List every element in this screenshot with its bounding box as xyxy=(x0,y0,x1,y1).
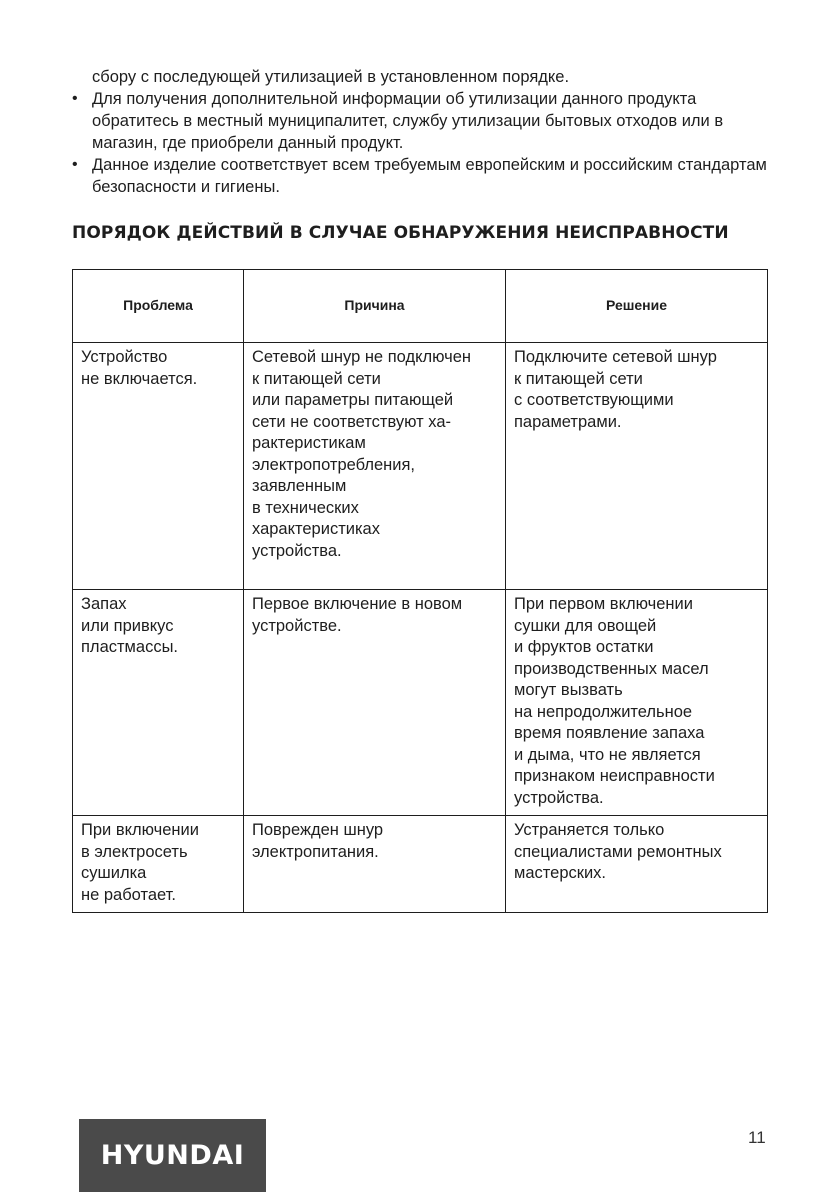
solution-cell xyxy=(506,343,768,590)
solution-cell xyxy=(506,590,768,816)
solution-text: Устраняется только специалистами ремонтных мастерских. xyxy=(514,821,722,882)
problem-text: Устройство не включается. xyxy=(81,348,198,388)
problem-cell xyxy=(73,816,244,913)
bullet-item: • Данное изделие соответствует всем требуемым европейским и российским стандартам безопасности и гигиены. xyxy=(72,154,772,198)
solution-cell xyxy=(506,816,768,913)
cause-text: Поврежден шнур электропитания. xyxy=(252,821,384,861)
solution-text: Подключите сетевой шнур к питающей сети с соответствующими параметрами. xyxy=(514,348,717,431)
cause-cell xyxy=(244,590,506,816)
problem-text: Запах или привкус пластмассы. xyxy=(81,595,179,656)
problem-cell xyxy=(73,590,244,816)
solution-text: При первом включении сушки для овощей и фруктов остатки производственных масел могут вызвать на непродолжительное время появление запаха и дыма, что не является признаком неисправности устройства. xyxy=(514,595,715,807)
section-title: ПОРЯДОК ДЕЙСТВИЙ В СЛУЧАЕ ОБНАРУЖЕНИЯ НЕИСПРАВНОСТИ xyxy=(72,223,729,243)
page-number: 11 xyxy=(748,1128,766,1147)
column-header-problem: Проблема xyxy=(73,270,244,343)
cause-cell xyxy=(244,343,506,590)
problem-text: При включении в электросеть сушилка не работает. xyxy=(81,821,199,904)
table-header-row xyxy=(73,270,768,343)
column-header-solution: Решение xyxy=(506,270,768,343)
intro-continuation: сбору с последующей утилизацией в установленном порядке. xyxy=(92,68,570,86)
table-row xyxy=(73,343,768,590)
intro-text xyxy=(72,66,772,198)
troubleshooting-table xyxy=(72,269,768,913)
bullet-item: • Для получения дополнительной информации об утилизации данного продукта обратитесь в местный муниципалитет, службу утилизации бытовых отходов или в магазин, где приобрели данный продукт. xyxy=(72,88,772,154)
cause-text: Сетевой шнур не подключен к питающей сети или параметры питающей сети не соответствуют ха- рактеристикам электропотребления, заявленным в технических характеристиках устройства. xyxy=(252,348,472,560)
brand-logo: HYUNDAI xyxy=(79,1119,266,1192)
column-header-cause: Причина xyxy=(244,270,506,343)
table-row xyxy=(73,590,768,816)
intro-bullet-list xyxy=(72,88,772,198)
problem-cell xyxy=(73,343,244,590)
cause-text: Первое включение в новом устройстве. xyxy=(252,595,463,635)
table-row xyxy=(73,816,768,913)
cause-cell xyxy=(244,816,506,913)
